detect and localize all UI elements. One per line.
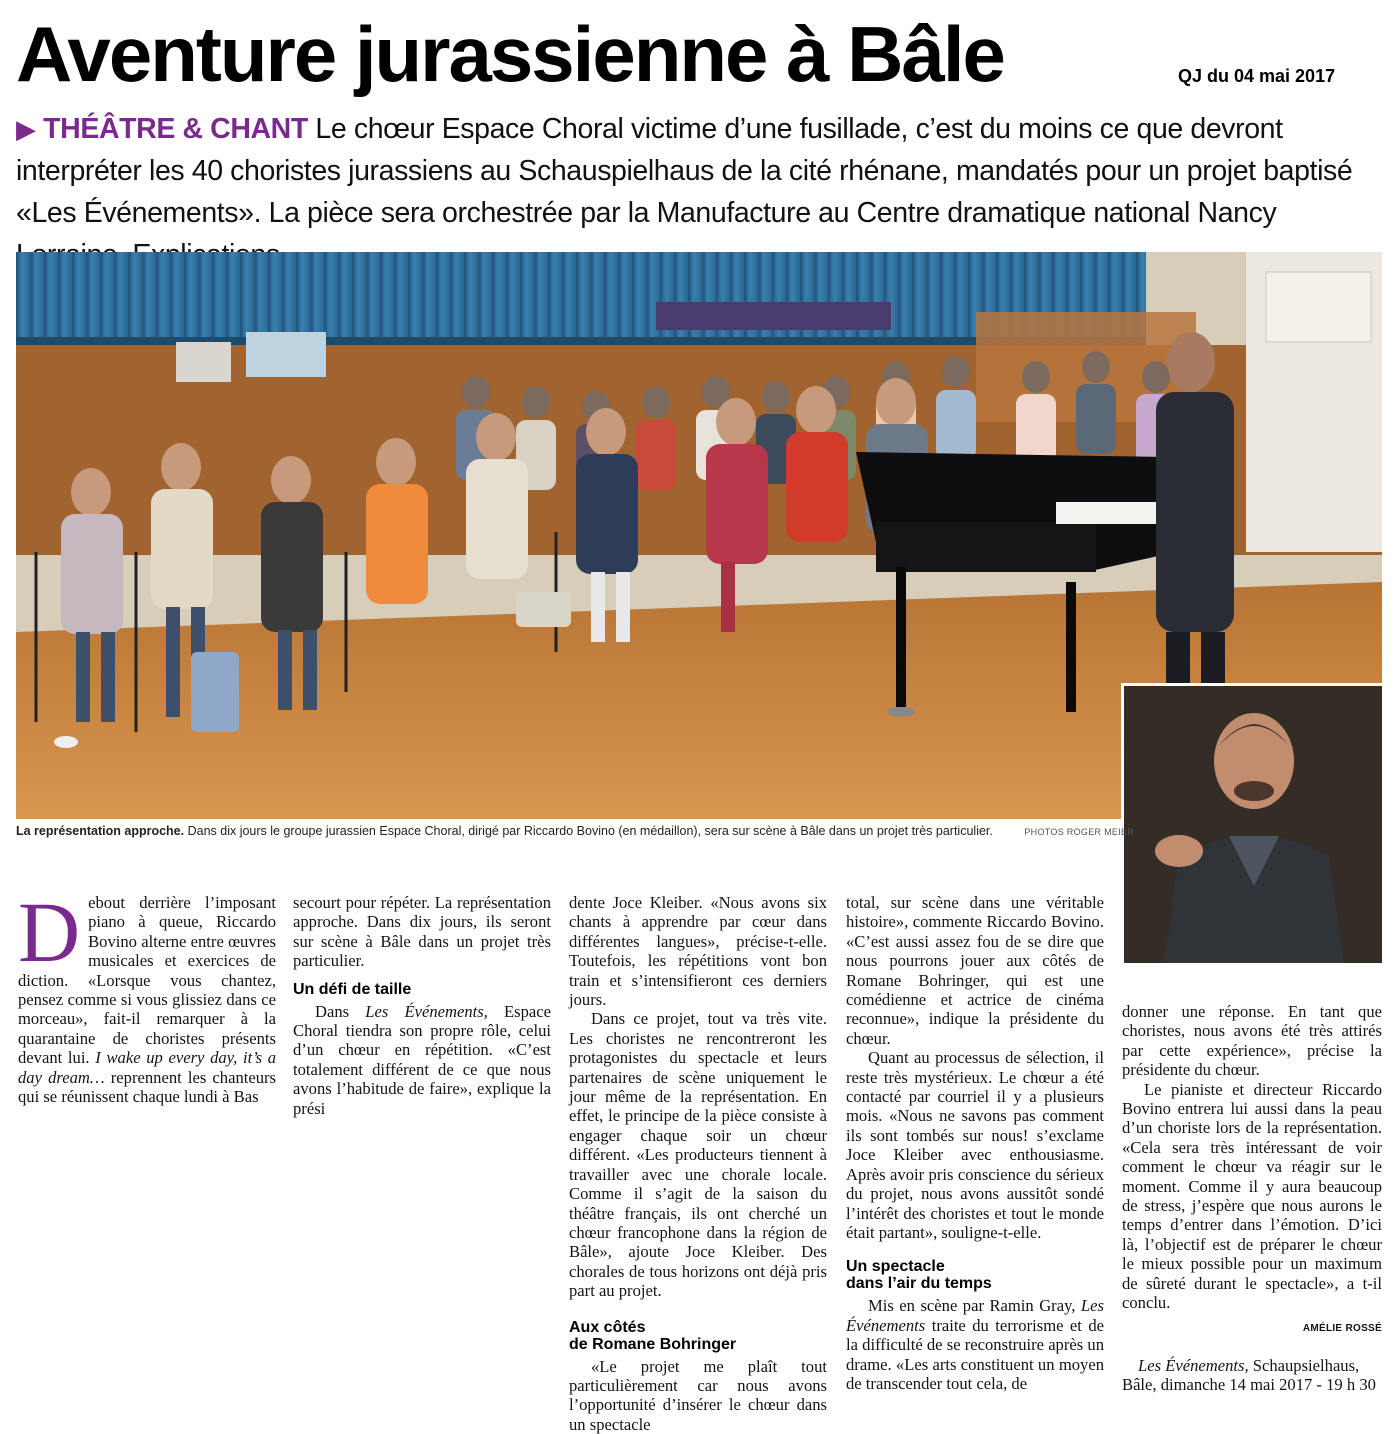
article-column-5 [1122, 1002, 1382, 1395]
article-paragraph: secourt pour répéter. La représentation approche. Dans dix jours, ils seront sur scène à Bâle dans un projet très particulier. [293, 893, 551, 971]
subheading-line: dans l’air du temps [846, 1275, 992, 1293]
article-column-2 [293, 893, 551, 1118]
kicker: THÉÂTRE & CHANT [43, 113, 308, 145]
drop-cap: D [18, 884, 81, 980]
article-italic: Les Événements, [365, 1001, 488, 1021]
event-info-text [1122, 1356, 1382, 1395]
intro-paragraph [16, 108, 1388, 276]
article-text: Dans [315, 1001, 350, 1021]
article-paragraph: Quant au processus de sélection, il reste très mystérieux. Le chœur a été contacté par courriel il y a plusieurs mois. «Nous ne savons pas comment ils sont tombés sur nous! s’exclame Joce Kleiber avec enthousiasme. Après avoir pris conscience du sérieux du projet, nous avons aussitôt sondé l’intérêt des choristes et tout le monde était partant», souligne-t-elle. [846, 1048, 1104, 1242]
article-paragraph [846, 1296, 1104, 1393]
article-text: traite du terrorisme et de la difficulté de se reconstruire après un drame. «Les arts constituent un moyen de transcender tout cela, de [846, 1315, 1104, 1393]
subheading-line: de Romane Bohringer [569, 1335, 737, 1353]
event-info [1122, 1356, 1382, 1395]
subheading [569, 1319, 827, 1353]
article-paragraph: dente Joce Kleiber. «Nous avons six chants à apprendre par cœur dans différentes langues», précise-t-elle. Toutefois, les répétitions vont bon train et s’intensifieront ces derniers jours. [569, 893, 827, 1010]
photo-caption [16, 824, 1135, 838]
article-text: reprennent les chanteurs qui se réunissent chaque lundi à Bas [18, 1067, 276, 1107]
article-text: Schaupsielhaus, Bâle, dimanche 14 mai 2017 - 19 h 30 [1122, 1355, 1376, 1395]
article-italic: Les Événements [846, 1296, 1104, 1335]
conductor-portrait-illustration [1124, 686, 1382, 963]
article-text: Mis en scène par Ramin Gray, [868, 1296, 1076, 1316]
article-paragraph [293, 1002, 551, 1118]
caption-text: Dans dix jours le groupe jurassien Espace Choral, dirigé par Riccardo Bovino (en médaillon), sera sur scène à Bâle dans un projet très particulier. [187, 824, 993, 838]
article-column-4 [846, 893, 1104, 1393]
article-paragraph: total, sur scène dans une véritable histoire», commente Riccardo Bovino. «C’est aussi assez fou de se dire que nous pourrons jouer aux côtés de Romane Bohringer, qui est une comédienne et actrice de cinéma reconnue», indique la présidente du chœur. [846, 893, 1104, 1048]
author-signature: AMÉLIE ROSSÉ [1302, 1322, 1382, 1334]
headline: Aventure jurassienne à Bâle [16, 10, 1004, 98]
article-paragraph [18, 884, 277, 1107]
subheading: Un défi de taille [293, 980, 412, 998]
article-italic: I wake up every day, it’s a day dream… [18, 1048, 277, 1087]
article-column-1 [18, 884, 277, 1107]
article-text: Espace Choral tiendra son propre rôle, celui d’un chœur en répétition. «C’est totalement différent de ce que nous avons l’habitude de faire», explique la prési [293, 1001, 552, 1118]
caption-lead: La représentation approche. [16, 824, 185, 838]
article-italic: Les Événements, [1138, 1355, 1249, 1375]
inset-photo [1121, 683, 1385, 966]
article-paragraph: «Le projet me plaît tout particulièrement car nous avons l’opportunité d’insérer le chœur dans un spectacle [569, 1356, 827, 1434]
article-paragraph: donner une réponse. En tant que choristes, nous avons été très attirés par cette expérience», précise la présidente du chœur. [1122, 1002, 1382, 1080]
article-text: ebout derrière l’imposant piano à queue, Riccardo Bovino alterne entre œuvres musicales et exercices de diction. «Lorsque vous chantez, pensez comme si vous glissiez dans ce morceau», fait-il remarquer à la quarantaine de choristes présents devant lui. [18, 893, 276, 1068]
subheading-line: Un spectacle [846, 1258, 945, 1276]
play-triangle-icon: ▶ [16, 114, 36, 144]
dateline: QJ du 04 mai 2017 [1178, 66, 1336, 86]
article-column-3 [569, 893, 827, 1434]
photo-credit: PHOTOS ROGER MEIER [1024, 827, 1135, 837]
subheading-line: Aux côtés [569, 1318, 646, 1336]
article-paragraph: Le pianiste et directeur Riccardo Bovino entrera lui aussi dans la peau d’un choriste lors de la représentation. «Cela sera très intéressant de voir comment le chœur va réagir sur le moment. Comme il y aura beaucoup de stress, j’espère que nous aurons le temps d’entrer dans l’émotion. D’ici là, l’objectif est de préparer le chœur le mieux possible pour un maximum de sûreté durant le spectacle», a t-il conclu. [1122, 1079, 1382, 1313]
article-paragraph: Dans ce projet, tout va très vite. Les choristes ne rencontreront les protagonistes du spectacle et leurs partenaires de scène uniquement le jour même de la représentation. En effet, le principe de la pièce consiste à engager chaque soir un chœur différent. «Les producteurs tiennent à travailler avec une chorale locale. Comme il s’agit de la saison du théâtre français, ils ont cherché un chœur francophone dans la région de Bâle», ajoute Joce Kleiber. Des chorales de tous horizons ont déjà pris part au projet. [569, 1009, 827, 1301]
subheading [846, 1258, 1104, 1292]
intro-text: Le chœur Espace Choral victime d’une fusillade, c’est du moins ce que devront interpréter les 40 choristes jurassiens au Schauspielhaus de la cité rhénane, mandatés pour un projet baptisé «Les Événements». La pièce sera orchestrée par la Manufacture au Centre dramatique national Nancy [16, 113, 1353, 229]
